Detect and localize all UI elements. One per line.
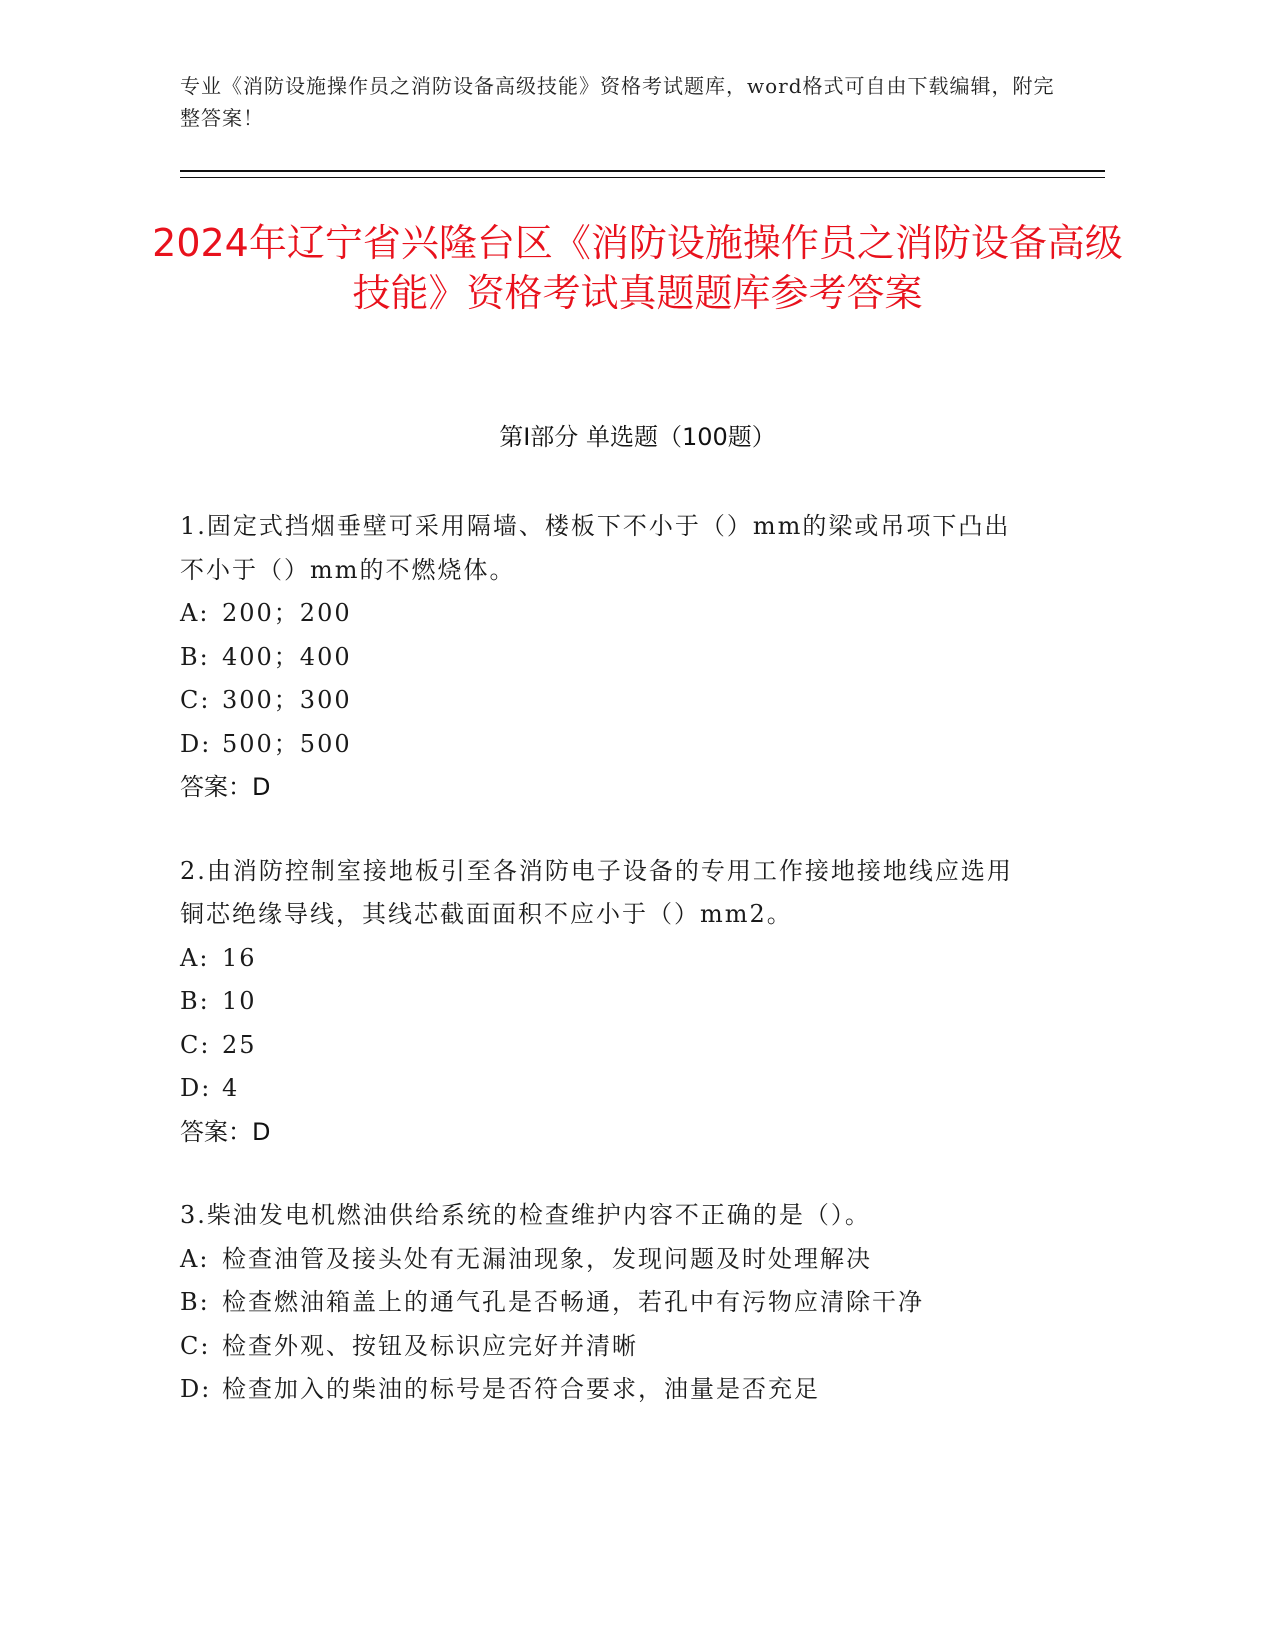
option-letter: B: [180,1288,210,1316]
section-heading: 第I部分 单选题（100题） [499,423,776,451]
question-option-a [180,937,1030,981]
question-option-c [180,1024,1030,1068]
question-answer: 答案：D [180,1117,271,1146]
question-option-d [180,723,1030,767]
question-list [180,505,1030,1452]
option-text: 检查外观、按钮及标识应完好并清晰 [222,1331,638,1360]
question-option-b [180,636,1030,680]
option-text: 10 [222,987,257,1015]
option-letter: A: [180,1244,210,1273]
option-text: 16 [222,943,257,972]
document-title: 2024年辽宁省兴隆台区《消防设施操作员之消防设备高级技能》资格考试真题题库参考答案 [152,221,1123,315]
question-stem: 2.由消防控制室接地板引至各消防电子设备的专用工作接地接地线应选用铜芯绝缘导线，其线芯截面面积不应小于（）mm2。 [180,856,1013,928]
option-letter: B: [180,987,210,1015]
option-text: 500；500 [222,729,352,758]
question-option-b [180,1281,1030,1325]
question-option-a [180,592,1030,636]
option-letter: D: [180,729,212,758]
question-2 [180,850,1030,1155]
option-letter: A: [180,599,210,627]
question-option-b [180,980,1030,1024]
question-answer: 答案：D [180,773,271,801]
option-letter: C: [180,686,211,714]
question-3 [180,1194,1030,1412]
question-1 [180,505,1030,810]
question-option-d [180,1067,1030,1111]
option-text: 300；300 [222,686,352,714]
question-stem: 1.固定式挡烟垂壁可采用隔墙、楼板下不小于（）mm的梁或吊项下凸出不小于（）mm的不燃烧体。 [180,512,1011,584]
question-option-c [180,1325,1030,1369]
question-option-c [180,679,1030,723]
question-stem: 3.柴油发电机燃油供给系统的检查维护内容不正确的是（）。 [180,1201,871,1229]
option-letter: D: [180,1375,212,1403]
option-text: 25 [222,1030,257,1059]
option-letter: B: [180,642,210,671]
question-option-d [180,1368,1030,1412]
option-letter: C: [180,1030,211,1059]
header-divider-thick [180,170,1105,172]
option-letter: D: [180,1074,212,1102]
header-note: 专业《消防设施操作员之消防设备高级技能》资格考试题库，word格式可自由下载编辑，附完整答案！ [180,74,1055,130]
option-text: 检查加入的柴油的标号是否符合要求，油量是否充足 [222,1375,820,1403]
option-text: 检查油管及接头处有无漏油现象，发现问题及时处理解决 [222,1244,872,1273]
option-text: 400；400 [222,642,352,671]
option-text: 200；200 [222,599,352,627]
header-divider-thin [180,177,1105,178]
option-letter: A: [180,943,210,972]
question-option-a [180,1238,1030,1282]
option-text: 4 [222,1074,240,1102]
option-text: 检查燃油箱盖上的通气孔是否畅通，若孔中有污物应清除干净 [222,1288,924,1316]
option-letter: C: [180,1331,211,1360]
